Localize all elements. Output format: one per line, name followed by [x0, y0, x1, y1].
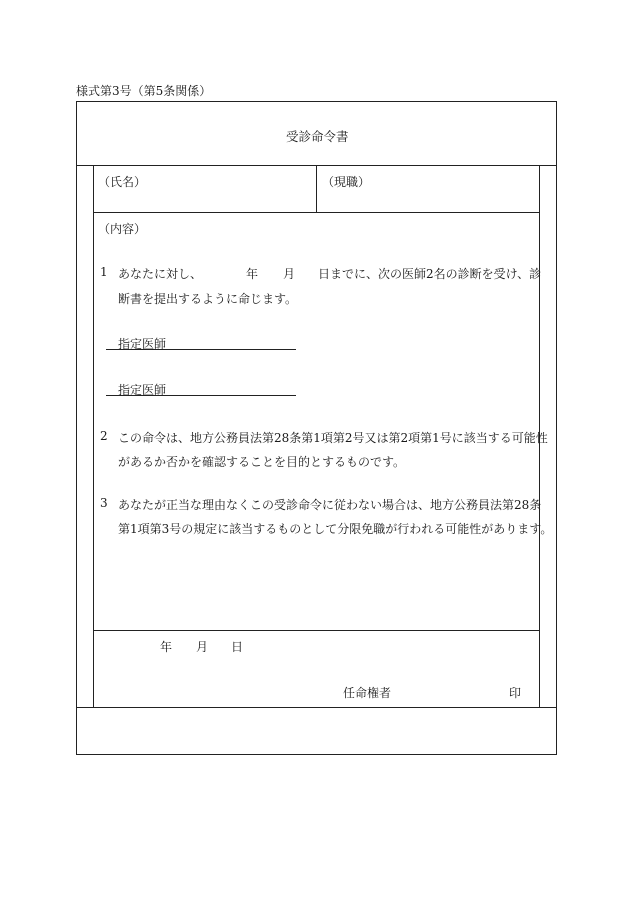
doctor-2-underline — [106, 395, 296, 396]
item3-text-line2: 第1項第3号の規定に該当するものとして分限免職が行われる可能性があります。 — [118, 522, 553, 536]
item3-number: 3 — [100, 496, 108, 510]
item2-number: 2 — [100, 429, 108, 443]
name-position-divider — [316, 165, 317, 212]
item2-text-line2: があるか否かを確認することを目的とするものです。 — [118, 455, 406, 469]
position-label: （現職） — [322, 175, 371, 189]
name-label: （氏名） — [98, 175, 147, 189]
item2-text-line1: この命令は、地方公務員法第28条第1項第2号又は第2項第1号に該当する可能性 — [118, 431, 548, 445]
item1-text-start: あなたに対し、 — [118, 267, 203, 281]
doctor-1-underline — [106, 349, 296, 350]
fields-divider — [93, 212, 539, 213]
appointing-authority-label: 任命権者 — [343, 686, 392, 700]
document-title: 受診命令書 — [286, 129, 349, 144]
designated-doctor-2: 指定医師 — [118, 383, 167, 397]
bottom-divider — [76, 707, 557, 708]
content-label: （内容） — [98, 222, 147, 236]
designated-doctor-1: 指定医師 — [118, 337, 167, 351]
item1-month: 月 — [283, 267, 296, 281]
item1-year: 年 — [246, 267, 259, 281]
item1-text-end: 日までに、次の医師2名の診断を受け、診 — [318, 267, 542, 281]
date-section-divider — [93, 630, 539, 631]
form-number: 様式第3号（第5条関係） — [76, 84, 212, 98]
date-year: 年 — [160, 640, 173, 654]
item1-number: 1 — [100, 265, 108, 279]
date-day: 日 — [231, 640, 244, 654]
seal-mark: 印 — [509, 686, 522, 700]
item3-text-line1: あなたが正当な理由なくこの受診命令に従わない場合は、地方公務員法第28条 — [118, 498, 542, 512]
inner-left-border — [93, 165, 94, 707]
item1-text-line2: 断書を提出するように命じます。 — [118, 292, 298, 306]
date-month: 月 — [196, 640, 209, 654]
